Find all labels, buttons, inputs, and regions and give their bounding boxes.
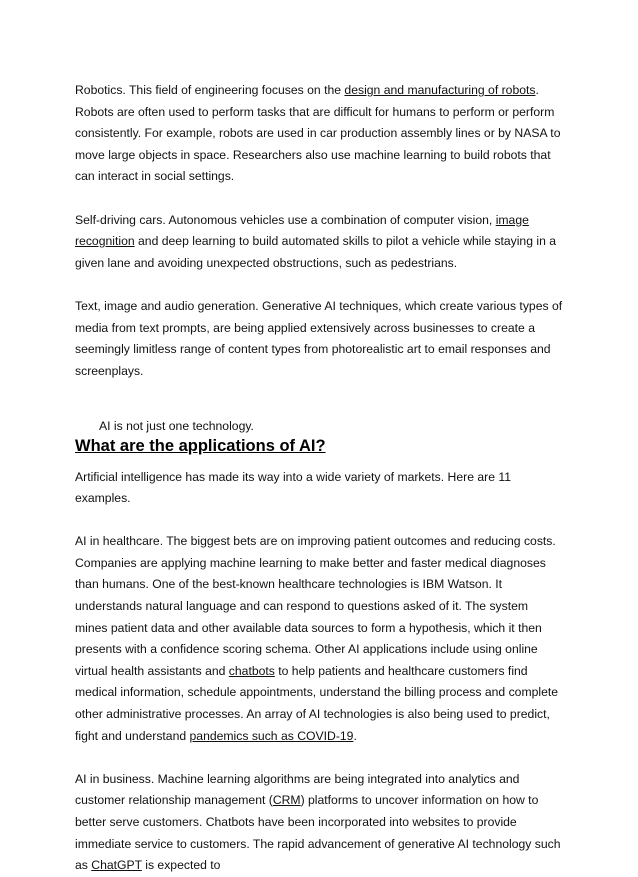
paragraph-not-one-technology: AI is not just one technology. xyxy=(99,418,254,433)
link-crm[interactable]: CRM xyxy=(272,793,301,808)
paragraph-healthcare: AI in healthcare. The biggest bets are on improving patient outcomes and reducing costs. Companies are applying machine learning to make better and faster medical diagnoses than humans. One of the best-known healthcare technologies is IBM Watson. It understands natural language and can respond to questions asked of it. The system mines patient data and other available data sources to form a hypothesis, which it then presents with a confidence scoring schema. Other AI applications include using online virtual health assistants and chatbots to help patients and healthcare customers find medical information, schedule appointments, understand the billing process and complete other administrative processes. An array of AI technologies is also being used to predict, fight and understand pandemics such as COVID-19. xyxy=(75,534,559,743)
paragraph-business: AI in business. Machine learning algorithms are being integrated into analytics and customer relationship management (CRM) platforms to uncover information on how to better serve customers. Chatbots have been incorporated into websites to provide immediate service to customers. The rapid advancement of generative AI technology such as ChatGPT is expected to xyxy=(75,771,561,873)
section-heading: What are the applications of AI? xyxy=(75,436,326,455)
document-page xyxy=(75,80,563,877)
paragraph-intro: Artificial intelligence has made its way into a wide variety of markets. Here are 11 examples. xyxy=(75,469,512,506)
paragraph-self-driving: Self-driving cars. Autonomous vehicles use a combination of computer vision, image recognition and deep learning to build automated skills to pilot a vehicle while staying in a given lane and avoiding unexpected obstructions, such as pedestrians. xyxy=(75,212,557,270)
link-image-recognition[interactable]: image recognition xyxy=(75,212,529,249)
link-chatbots[interactable]: chatbots xyxy=(228,663,275,678)
link-design-manufacturing-robots[interactable]: design and manufacturing of robots xyxy=(344,83,536,97)
link-chatgpt[interactable]: ChatGPT xyxy=(91,858,142,873)
link-pandemics-covid19[interactable]: pandemics such as COVID-19 xyxy=(189,728,354,743)
paragraph-robotics: Robotics. This field of engineering focuses on the design and manufacturing of robots. Robots are often used to perform tasks that are difficult for humans to perform or perform consistently. For example, robots are used in car production assembly lines or by NASA to move large objects in space. Researchers also use machine learning to build robots that can interact in social settings. xyxy=(75,83,561,184)
paragraph-generation: Text, image and audio generation. Generative AI techniques, which create various types of media from text prompts, are being applied extensively across businesses to create a seemingly limitless range of content types from photorealistic art to email responses and screenplays. xyxy=(75,298,563,378)
